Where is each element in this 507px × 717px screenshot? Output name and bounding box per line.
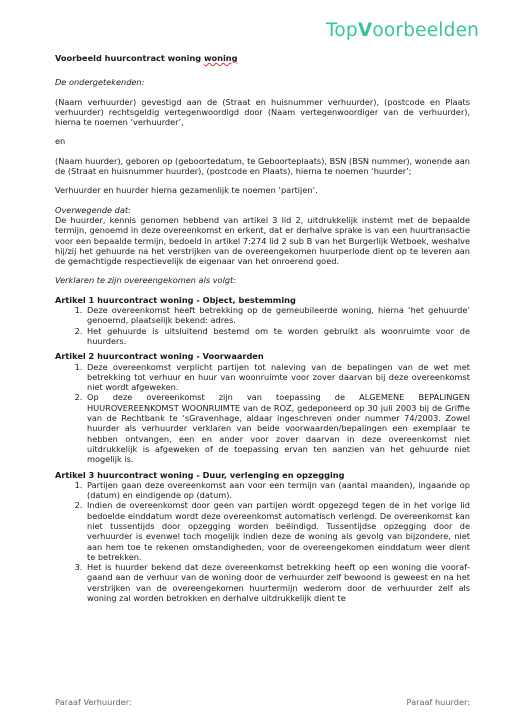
logo-text-rest: oorbeelden — [372, 20, 480, 41]
site-logo — [322, 18, 482, 44]
list-item: 1. Partijen gaan deze overeenkomst aan voor een termijn van (aantal maanden), ingaande op (datum) en eindigende op (datum). — [85, 480, 470, 501]
article-list — [55, 362, 470, 465]
list-item: 2. Indien de overeenkomst door geen van partijen wordt opgezegd tegen de in het vorige lid bedoelde einddatum wordt deze overeenkomst automatisch verlengd. De overeenkomst kan niet tussentijds door opzegging worden beëindigd. Tussentijdse opzegging door de verhuurder is evenwel toch mogelijk indien deze de woning als gevolg van bijzondere, niet aan hem toe te rekenen omstandigheden, voor de overeengekomen einddatum weer dient te betrekken. — [85, 500, 470, 562]
article-title: Artikel 3 huurcontract woning - Duur, verlenging en opzegging — [55, 469, 345, 480]
article-title: Artikel 1 huurcontract woning - Object, bestemming — [55, 294, 296, 305]
list-item: 1. Deze overeenkomst verplicht partijen tot naleving van de bepalingen van de wet met betrekking tot verhuur en huur van woonruimte voor zover daarvan bij deze overeenkomst niet wordt afgeweken. — [85, 362, 470, 393]
article-3 — [55, 470, 470, 604]
tenant-initials-label: Paraaf huurder: — [406, 697, 470, 707]
and-word: en — [55, 136, 66, 147]
landlord-initials-label: Paraaf Verhuurder: — [55, 697, 132, 707]
list-item: 1. Deze overeenkomst heeft betrekking op de gemeubileerde woning, hierna ‘het gehuurde’ genoemd, plaatselijk bekend: adres. — [85, 305, 470, 326]
article-title: Artikel 2 huurcontract woning - Voorwaarden — [55, 351, 264, 362]
document-title-main: Voorbeeld huurcontract woning — [55, 53, 204, 63]
article-list — [55, 480, 470, 604]
list-item: 3. Het is huurder bekend dat deze overeenkomst betrekking heeft op een woning die voorafgaand aan de verhuur van de woning door de verhuurder zelf bewoond is geweest en na het verstrijken van de overeengekomen huurtermijn wederom door de verhuurder zelf als woning zal worden betrokken en derhalve uitdrukkelijk dient te — [85, 562, 470, 603]
logo-text-top: Top — [326, 20, 358, 41]
list-item: 2. Op deze overeenkomst zijn van toepassing de ALGEMENE BEPALINGEN HUUROVEREENKOMST WOONRUIMTE van de ROZ, gedeponeerd op 30 juli 2003 bij de Griffie van de Rechtbank te ‘sGravenhage, aldaar ingeschreven onder nummer 74/2003. Zowel huurder als verhuurder verklaren van beide voorwaarden/bepalingen een exemplaar te hebben ontvangen, een en ander voor zover daarvan in deze overeenkomst niet uitdrukkelijk is afgeweken of de toepassing ervan ten aanzien van het gehuurde niet mogelijk is. — [85, 392, 470, 464]
document-title — [55, 53, 470, 63]
considering-heading: Overwegende dat: — [55, 204, 131, 215]
considering-paragraph: De huurder, kennis genomen hebbend van artikel 3 lid 2, uitdrukkelijk instemt met de bepaalde termijn, genoemd in deze overeenkomst en erkent, dat er derhalve sprake is van een huurtransactie voor een bepaalde termijn, bedoeld in artikel 7:274 lid 2 sub B van het Burgerlijk Wetboek, weshalve hij/zij het gehuurde na het verstrijken van de overeengekomen huurperiode dient op te leveren aan de gemachtigde respectievelijk de eigenaar van het onroerend goed. — [55, 214, 470, 267]
document-title-misspelled-word: woning — [203, 53, 238, 63]
logo-text — [326, 20, 479, 42]
tenant-paragraph: (Naam huurder), geboren op (geboortedatum, te Geboorteplaats), BSN (BSN nummer), wonende aan de (Straat en huisnummer huurder), (postcode en Plaats), hierna te noemen ‘huurder’; — [55, 155, 470, 177]
landlord-paragraph: (Naam verhuurder) gevestigd aan de (Straat en huisnummer verhuurder), (postcode en Plaats verhuurder) rechtsgeldig vertegenwoordigd door (Naam vertegenwoordiger van de verhuurder), hierna te noemen ‘verhuurder’, — [55, 96, 470, 128]
article-2 — [55, 351, 470, 464]
list-item: 2. Het gehuurde is uitsluitend bestemd om te worden gebruikt als woonruimte voor de huurders. — [85, 326, 470, 347]
agreed-heading: Verklaren te zijn overeengekomen als volgt: — [55, 275, 237, 286]
document-body — [55, 53, 470, 603]
article-list — [55, 305, 470, 346]
undersigned-heading: De ondergetekenden: — [55, 77, 145, 88]
parties-paragraph: Verhuurder en huurder hierna gezamenlijk te noemen ‘partijen’. — [55, 185, 318, 196]
logo-text-v: V — [357, 20, 373, 41]
article-1 — [55, 295, 470, 346]
